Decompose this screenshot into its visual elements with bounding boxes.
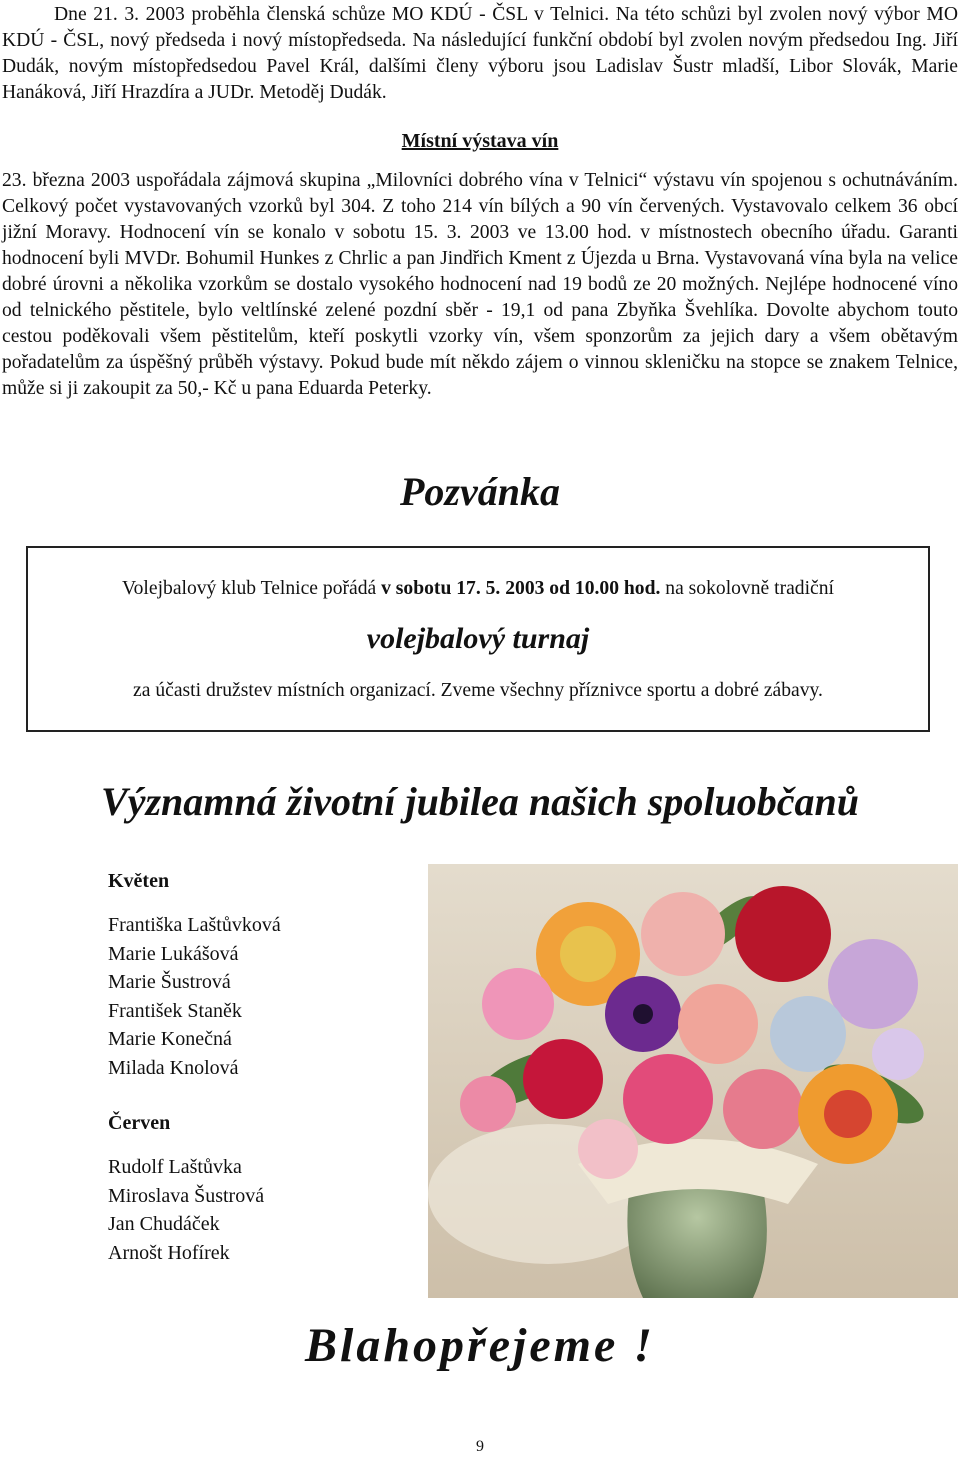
list-item: Rudolf Laštůvka xyxy=(108,1156,242,1178)
meeting-paragraph: Dne 21. 3. 2003 proběhla členská schůze MO KDÚ - ČSL v Telnici. Na této schůzi byl zvolen nový výbor MO KDÚ - ČSL, nový předseda i nový místopředseda. Na následující funkční období byl zvolen novým předsedou Ing. Jiří Dudák, novým místopředsedou Pavel Král, dalšími členy výboru jsou Ladislav Šustr mladší, Libor Slovák, Marie Hanáková, Jiří Hrazdíra a JUDr. Metoděj Dudák. xyxy=(2,4,958,103)
invitation-event-name: volejbalový turnaj xyxy=(366,622,590,655)
list-item: Jan Chudáček xyxy=(108,1213,220,1235)
invitation-title: Pozvánka xyxy=(400,469,560,514)
flower-bouquet-photo xyxy=(428,864,958,1298)
congratulations-heading: Blahopřejeme ! xyxy=(305,1319,655,1372)
list-item: František Staněk xyxy=(108,999,242,1022)
invitation-box xyxy=(26,546,930,732)
month-heading-june: Červen xyxy=(108,1112,171,1134)
month-heading-may: Květen xyxy=(108,870,170,892)
wine-exhibition-paragraph: 23. března 2003 uspořádala zájmová skupina „Milovníci dobrého vína v Telnici“ výstavu vín spojenou s ochutnáváním. Celkový počet vystavovaných vzorků byl 304. Z toho 214 vín bílých a 90 vín červených. Vystavovalo celkem 36 obcí jižní Moravy. Hodnocení vín se konalo v sobotu 15. 3. 2003 ve 13.00 hod. v místnostech obecního úřadu. Garanti hodnocení byli MVDr. Bohumil Hunkes z Chrlic a pan Jindřich Kment z Újezda u Brna. Vystavovaná vína byla na velice dobré úrovni a několika vzorkům se dostalo vysokého hodnocení nad 19 bodů ze 20 možných. Nejlépe hodnocené víno od telnického pěstitele, bylo veltlínské zelené pozdní sběr - 19,1 od pana Zbyňka Švehlíka. Dovolte abychom touto cestou poděkovali všem pěstitelům, kteří poskytli vzorky vín, všem sponzorům za jejich dary a všem obětavým pořadatelům za úspěšný průběh výstavy. Pokud bude mít někdo zájem o vinnou skleničku na stopce se znakem Telnice, může si ji zakoupit za 50,- Kč u pana Eduarda Peterky. xyxy=(2,170,958,399)
wine-exhibition-title: Místní výstava vín xyxy=(401,130,559,152)
invitation-line-1-start: Volejbalový klub Telnice pořádá xyxy=(122,578,382,599)
jubilee-list-may xyxy=(108,911,281,1082)
jubilee-title: Významná životní jubilea našich spoluobčanů xyxy=(101,779,859,824)
list-item: Marie Lukášová xyxy=(108,942,239,965)
list-item: Marie Konečná xyxy=(108,1028,232,1050)
page-number: 9 xyxy=(476,1438,484,1455)
invitation-line-1-end: na sokolovně tradiční xyxy=(660,578,834,599)
list-item: Františka Laštůvková xyxy=(108,914,281,936)
invitation-date: v sobotu 17. 5. 2003 od 10.00 hod. xyxy=(381,578,661,599)
list-item: Marie Šustrová xyxy=(108,971,231,993)
list-item: Milada Knolová xyxy=(108,1056,239,1079)
invitation-line-2: za účasti družstev místních organizací. Zveme všechny příznivce sportu a dobré zábavy. xyxy=(133,680,823,701)
invitation-line-1 xyxy=(28,578,928,600)
jubilee-list-june xyxy=(108,1153,264,1267)
list-item: Miroslava Šustrová xyxy=(108,1184,265,1207)
list-item: Arnošt Hofírek xyxy=(108,1241,230,1264)
